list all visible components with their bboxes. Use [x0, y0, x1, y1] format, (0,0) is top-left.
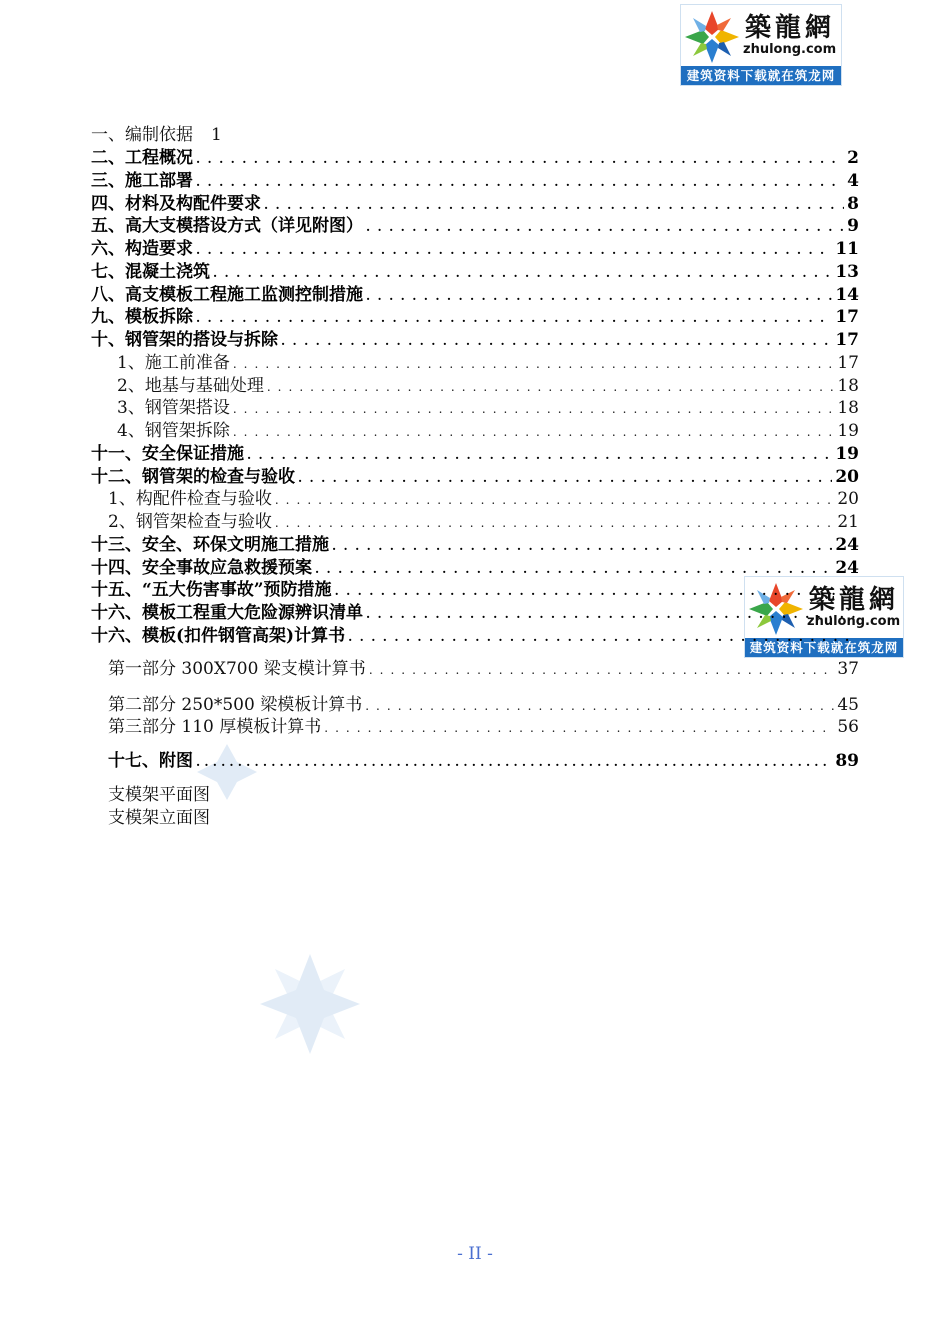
toc-dot-leader	[264, 193, 844, 215]
toc-entry[interactable]	[91, 511, 859, 533]
toc-entry-title: 十六、模板工程重大危险源辨识清单	[91, 603, 363, 623]
toc-entry-page: 1	[211, 125, 222, 145]
toc-dot-leader	[298, 466, 832, 488]
toc-entry[interactable]	[91, 193, 859, 215]
toc-dot-leader	[366, 602, 856, 624]
toc-entry[interactable]	[91, 170, 859, 192]
toc-dot-leader	[335, 579, 856, 601]
toc-entry-page: 17	[835, 307, 859, 327]
logo-slogan: 建筑资料下载就在筑龙网	[745, 638, 903, 657]
toc-entry[interactable]	[91, 420, 859, 442]
toc-entry-title: 十、钢管架的搭设与拆除	[91, 330, 278, 350]
toc-entry-title: 支模架立面图	[108, 808, 210, 828]
toc-entry[interactable]	[91, 694, 859, 716]
logo-name: 築龍網	[745, 13, 836, 43]
toc-dot-leader	[196, 238, 832, 260]
toc-dot-leader	[281, 329, 832, 351]
toc-entry-title: 2、钢管架检查与验收	[108, 512, 272, 532]
toc-entry-title: 第二部分 250*500 梁模板计算书	[108, 695, 363, 715]
toc-entry-page: 45	[837, 695, 859, 715]
toc-entry-title: 八、高支模板工程施工监测控制措施	[91, 285, 363, 305]
toc-entry-page: 17	[837, 353, 859, 373]
toc-entry-title: 二、工程概况	[91, 148, 193, 168]
toc-dot-leader	[332, 534, 832, 556]
toc-entry-title: 第一部分 300X700 梁支模计算书	[108, 659, 366, 679]
toc-entry-title: 十六、模板(扣件钢管高架)计算书	[91, 626, 346, 646]
toc-entry-title: 1、施工前准备	[117, 353, 230, 373]
toc-entry-page: 17	[835, 330, 859, 350]
toc-entry-page: 21	[837, 512, 859, 532]
toc-entry-title: 4、钢管架拆除	[117, 421, 230, 441]
toc-entry[interactable]	[91, 488, 859, 510]
toc-dot-leader	[233, 397, 835, 419]
toc-entry[interactable]	[91, 124, 859, 146]
toc-entry[interactable]	[91, 716, 859, 738]
toc-entry-title: 3、钢管架搭设	[117, 398, 230, 418]
toc-entry-page: 14	[835, 285, 859, 305]
toc-entry[interactable]	[91, 557, 859, 579]
toc-entry[interactable]	[91, 466, 859, 488]
toc-entry-title: 十四、安全事故应急救援预案	[91, 558, 312, 578]
toc-entry[interactable]	[91, 352, 859, 374]
logo-domain: zhulong.com	[807, 614, 901, 629]
toc-entry-page: 20	[837, 489, 859, 509]
toc-entry-page: 24	[835, 558, 859, 578]
toc-entry-title: 十二、钢管架的检查与验收	[91, 467, 295, 487]
toc-entry[interactable]	[91, 784, 859, 806]
logo-slogan: 建筑资料下载就在筑龙网	[681, 66, 841, 85]
toc-entry-page: 19	[837, 421, 859, 441]
toc-dot-leader	[348, 625, 856, 647]
toc-dot-leader	[247, 443, 832, 465]
toc-entry[interactable]	[91, 443, 859, 465]
toc-entry[interactable]	[91, 750, 859, 772]
toc-entry-title: 2、地基与基础处理	[117, 376, 264, 396]
toc-entry[interactable]	[91, 306, 859, 328]
toc-entry-page: 13	[835, 262, 859, 282]
toc-dot-leader	[366, 215, 844, 237]
toc-entry-page: 11	[835, 239, 859, 259]
toc-entry-page: 37	[837, 659, 859, 679]
toc-entry[interactable]	[91, 329, 859, 351]
toc-entry-title: 九、模板拆除	[91, 307, 193, 327]
toc-entry-title: 十一、安全保证措施	[91, 444, 244, 464]
toc-dot-leader	[315, 557, 832, 579]
page-number-footer: - II -	[457, 1244, 493, 1264]
toc-dot-leader	[196, 170, 844, 192]
toc-entry-title: 六、构造要求	[91, 239, 193, 259]
toc-entry[interactable]	[91, 579, 859, 601]
toc-entry[interactable]	[91, 375, 859, 397]
toc-entry-title: 一、编制依据	[91, 125, 193, 145]
toc-entry[interactable]	[91, 147, 859, 169]
toc-entry[interactable]	[91, 238, 859, 260]
toc-entry[interactable]	[91, 215, 859, 237]
toc-entry-page: 4	[847, 171, 859, 191]
toc-entry[interactable]	[91, 534, 859, 556]
toc-entry-title: 十五、“五大伤害事故”预防措施	[91, 580, 332, 600]
toc-dot-leader	[369, 658, 835, 680]
toc-entry-title: 五、高大支模搭设方式（详见附图）	[91, 216, 363, 236]
toc-dot-leader	[275, 488, 835, 510]
zhulong-star-icon	[683, 9, 741, 65]
toc-entry-page: 24	[835, 535, 859, 555]
toc-dot-leader	[267, 375, 835, 397]
logo-name: 築龍網	[809, 585, 900, 615]
toc-dot-leader	[196, 306, 832, 328]
toc-entry-title: 1、构配件检查与验收	[108, 489, 272, 509]
toc-dot-leader	[366, 284, 832, 306]
toc-dot-leader	[275, 511, 835, 533]
toc-dot-leader	[196, 147, 844, 169]
toc-entry[interactable]	[91, 602, 859, 624]
toc-dot-leader	[213, 261, 832, 283]
toc-entry-page: 56	[837, 717, 859, 737]
toc-dot-leader	[233, 352, 835, 374]
toc-entry-page: 9	[847, 216, 859, 236]
toc-entry-page: 18	[837, 398, 859, 418]
toc-dot-leader	[196, 750, 832, 772]
toc-dot-leader	[365, 694, 834, 716]
toc-entry-title: 十七、附图	[108, 751, 193, 771]
toc-entry-title: 三、施工部署	[91, 171, 193, 191]
toc-entry-title: 七、混凝土浇筑	[91, 262, 210, 282]
toc-entry-title: 四、材料及构配件要求	[91, 194, 261, 214]
toc-entry-page: 18	[837, 376, 859, 396]
zhulong-logo-top	[680, 4, 842, 86]
toc-entry[interactable]	[91, 807, 859, 829]
toc-entry-page: 8	[847, 194, 859, 214]
toc-entry-page: 2	[847, 148, 859, 168]
toc-entry-page: 20	[835, 467, 859, 487]
toc-entry[interactable]	[91, 261, 859, 283]
watermark-logo-icon	[258, 952, 362, 1056]
toc-entry-page: 19	[835, 444, 859, 464]
logo-domain: zhulong.com	[743, 42, 837, 57]
toc-entry-title: 支模架平面图	[108, 785, 210, 805]
toc-entry[interactable]	[91, 284, 859, 306]
toc-entry[interactable]	[91, 397, 859, 419]
toc-dot-leader	[233, 420, 835, 442]
toc-entry[interactable]	[91, 625, 859, 647]
toc-entry[interactable]	[91, 658, 859, 680]
toc-entry-title: 第三部分 110 厚模板计算书	[108, 717, 322, 737]
toc-dot-leader	[324, 716, 834, 738]
toc-entry-title: 十三、安全、环保文明施工措施	[91, 535, 329, 555]
toc-entry-page: 89	[835, 751, 859, 771]
